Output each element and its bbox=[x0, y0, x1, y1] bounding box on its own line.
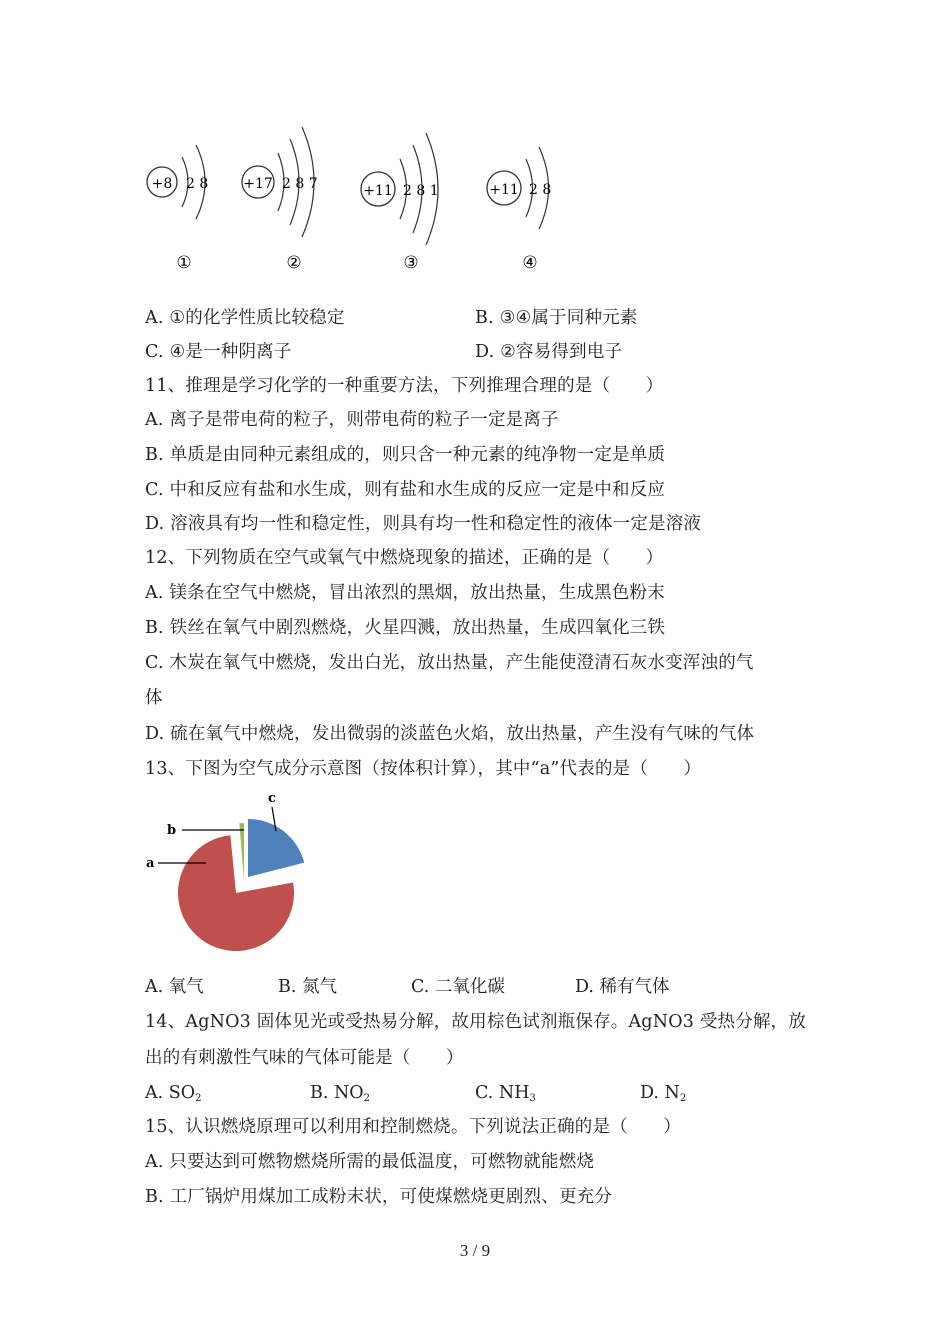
q14-option-d-sub: 2 bbox=[679, 1093, 687, 1104]
atom-3-nucleus: +11 bbox=[363, 183, 393, 199]
q12-stem: 12、下列物质在空气或氧气中燃烧现象的描述，正确的是（ ） bbox=[145, 548, 664, 568]
q14-stem-line1: 14、AgNO3 固体见光或受热易分解，故用棕色试剂瓶保存。AgNO3 受热分解，放 bbox=[145, 1012, 807, 1032]
pie-label-c: c bbox=[268, 791, 276, 806]
q15-option-b: B. 工厂锅炉用煤加工成粉末状，可使煤燃烧更剧烈、更充分 bbox=[145, 1187, 613, 1207]
q10-option-b: B. ③④属于同种元素 bbox=[475, 308, 638, 328]
q13-option-d: D. 稀有气体 bbox=[575, 977, 670, 997]
q14-option-a-sub: 2 bbox=[195, 1093, 202, 1104]
q14-option-c-text: C. NH bbox=[475, 1083, 530, 1103]
q14-option-c-sub: 3 bbox=[529, 1093, 536, 1104]
q13-stem: 13、下图为空气成分示意图（按体积计算），其中“a”代表的是（ ） bbox=[145, 759, 702, 779]
q11-option-d: D. 溶液具有均一性和稳定性，则具有均一性和稳定性的液体一定是溶液 bbox=[145, 514, 702, 534]
q13-option-c: C. 二氧化碳 bbox=[411, 977, 505, 997]
q15-option-a: A. 只要达到可燃物燃烧所需的最低温度，可燃物就能燃烧 bbox=[145, 1152, 595, 1172]
page-number: 3 / 9 bbox=[459, 1241, 491, 1260]
q12-option-c: C. 木炭在氧气中燃烧，发出白光，放出热量，产生能使澄清石灰水变浑浊的气 bbox=[145, 653, 754, 673]
pie-slice-c bbox=[248, 819, 304, 877]
q11-option-b: B. 单质是由同种元素组成的，则只含一种元素的纯净物一定是单质 bbox=[145, 445, 666, 465]
q10-option-c: C. ④是一种阴离子 bbox=[145, 342, 292, 362]
atom-2-label: ② bbox=[286, 253, 302, 273]
atom-diagrams bbox=[130, 115, 610, 280]
q13-option-b: B. 氮气 bbox=[278, 977, 337, 997]
q10-option-a: A. ①的化学性质比较稳定 bbox=[145, 308, 345, 328]
q13-option-a: A. 氧气 bbox=[145, 977, 204, 997]
air-composition-pie-chart bbox=[140, 785, 320, 960]
atom-2 bbox=[242, 127, 318, 273]
q15-stem: 15、认识燃烧原理可以利用和控制燃烧。下列说法正确的是（ ） bbox=[145, 1117, 681, 1137]
atom-4-label: ④ bbox=[522, 253, 538, 273]
pie-label-a: a bbox=[146, 856, 155, 871]
q14-option-b-text: B. NO bbox=[310, 1083, 364, 1103]
atom-2-nucleus: +17 bbox=[243, 176, 273, 192]
atom-4-electrons: 2 8 bbox=[529, 182, 552, 198]
q14-option-b-sub: 2 bbox=[363, 1093, 371, 1104]
q12-option-c-continued: 体 bbox=[145, 688, 163, 708]
q14-stem-line2: 出的有刺激性气味的气体可能是（ ） bbox=[145, 1048, 464, 1068]
q12-option-d: D. 硫在氧气中燃烧，发出微弱的淡蓝色火焰，放出热量，产生没有气味的气体 bbox=[145, 724, 755, 744]
q11-stem: 11、推理是学习化学的一种重要方法，下列推理合理的是（ ） bbox=[145, 376, 664, 396]
q14-option-d bbox=[640, 1081, 686, 1111]
q14-option-a bbox=[145, 1081, 201, 1111]
q10-option-d: D. ②容易得到电子 bbox=[475, 342, 623, 362]
q11-option-c: C. 中和反应有盐和水生成，则有盐和水生成的反应一定是中和反应 bbox=[145, 480, 666, 500]
atom-3 bbox=[361, 133, 439, 273]
q12-option-a: A. 镁条在空气中燃烧，冒出浓烈的黑烟，放出热量，生成黑色粉末 bbox=[145, 583, 665, 603]
pie-label-b: b bbox=[167, 823, 177, 838]
atom-2-electrons: 2 8 7 bbox=[282, 176, 318, 192]
atom-3-electrons: 2 8 1 bbox=[403, 183, 439, 199]
atom-1-electrons: 2 8 bbox=[186, 176, 209, 192]
pie-slice-b bbox=[239, 823, 244, 881]
q12-option-b: B. 铁丝在氧气中剧烈燃烧，火星四溅，放出热量，生成四氧化三铁 bbox=[145, 618, 666, 638]
atom-3-label: ③ bbox=[403, 253, 419, 273]
atom-4-nucleus: +11 bbox=[489, 182, 519, 198]
atom-4 bbox=[487, 147, 551, 273]
q14-option-b bbox=[310, 1081, 370, 1111]
atom-1-label: ① bbox=[176, 253, 192, 273]
q14-option-c bbox=[475, 1081, 536, 1111]
atom-1-nucleus: +8 bbox=[151, 176, 173, 192]
atom-1 bbox=[147, 145, 208, 273]
q14-option-a-text: A. SO bbox=[145, 1083, 196, 1103]
q11-option-a: A. 离子是带电荷的粒子，则带电荷的粒子一定是离子 bbox=[145, 410, 559, 430]
q14-option-d-text: D. N bbox=[640, 1083, 680, 1103]
